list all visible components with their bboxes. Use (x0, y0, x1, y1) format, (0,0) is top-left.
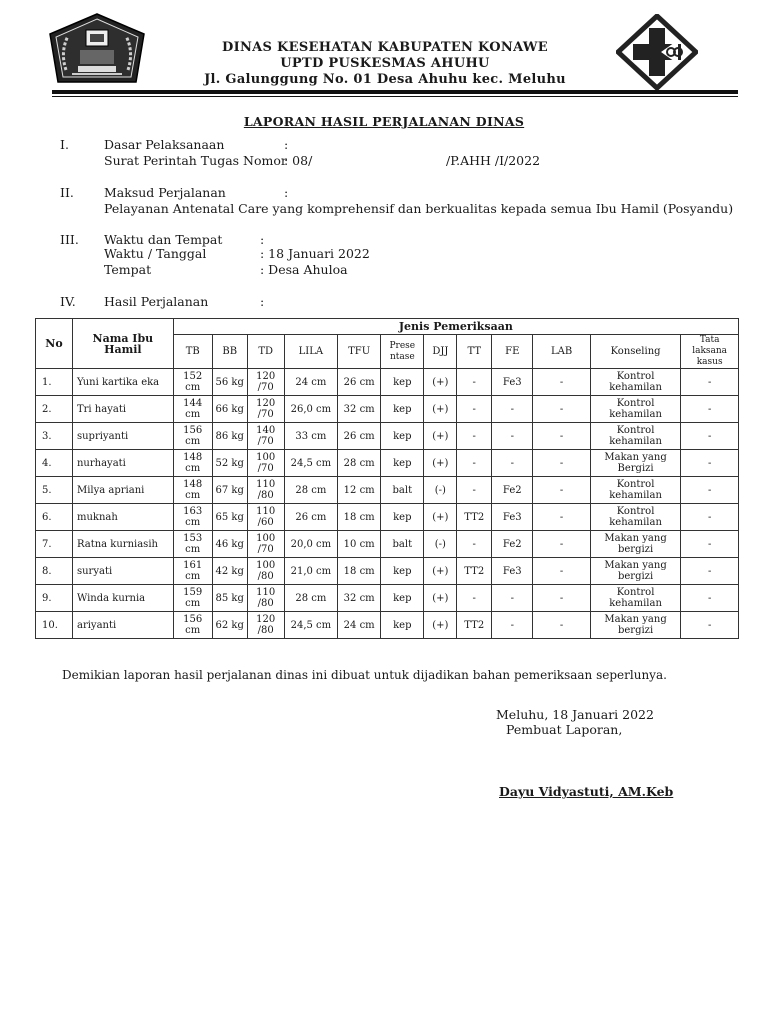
cell-td: 110 /60 (247, 504, 284, 531)
cell-kons: Kontrol kehamilan (590, 396, 680, 423)
row-number: 2. (36, 396, 73, 423)
cell-tata: - (681, 450, 739, 477)
table-row (36, 531, 739, 558)
section-1-colon: : (284, 137, 289, 152)
cell-tfu: 18 cm (338, 558, 381, 585)
cell-tfu: 32 cm (338, 396, 381, 423)
section-2-number: II. (60, 185, 74, 200)
table-row (36, 450, 739, 477)
row-number: 8. (36, 558, 73, 585)
cell-lab: - (533, 450, 591, 477)
konawe-regency-emblem (48, 12, 146, 84)
cell-kons: Makan yang bergizi (590, 558, 680, 585)
patient-name: nurhayati (72, 450, 173, 477)
cell-td: 120 /70 (247, 369, 284, 396)
cell-tata: - (681, 369, 739, 396)
cell-fe: Fe3 (492, 504, 533, 531)
section-3-colon: : (260, 232, 265, 247)
cell-lab: - (533, 423, 591, 450)
patient-name: Ratna kurniasih (72, 531, 173, 558)
row-number: 4. (36, 450, 73, 477)
cell-kons: Kontrol kehamilan (590, 504, 680, 531)
cell-tata: - (681, 558, 739, 585)
report-title: LAPORAN HASIL PERJALANAN DINAS (243, 114, 525, 129)
cell-tb: 144 cm (173, 396, 212, 423)
section-1-number: I. (60, 137, 69, 152)
cell-td: 140 /70 (247, 423, 284, 450)
table-row (36, 558, 739, 585)
section-3-label: Waktu dan Tempat (104, 232, 223, 247)
cell-tb: 148 cm (173, 450, 212, 477)
cell-tata: - (681, 396, 739, 423)
cell-lab: - (533, 477, 591, 504)
patient-name: supriyanti (72, 423, 173, 450)
column-header: DJJ (424, 335, 457, 369)
cell-fe: - (492, 423, 533, 450)
cell-kons: Makan yang Bergizi (590, 450, 680, 477)
section-2-colon: : (284, 185, 289, 200)
table-row (36, 396, 739, 423)
column-header: TT (457, 335, 492, 369)
column-header: LAB (533, 335, 591, 369)
cell-lila: 24,5 cm (284, 612, 337, 639)
cell-tfu: 24 cm (338, 612, 381, 639)
header-agency: DINAS KESEHATAN KABUPATEN KONAWE (222, 40, 548, 55)
exam-results-table (35, 318, 739, 639)
closing-statement: Demikian laporan hasil perjalanan dinas ini dibuat untuk dijadikan bahan pemeriksaan seperlunya. (62, 668, 667, 682)
row-number: 7. (36, 531, 73, 558)
cell-lila: 28 cm (284, 477, 337, 504)
cell-td: 120 /80 (247, 612, 284, 639)
letterhead-rule-thick (52, 90, 738, 94)
cell-td: 100 /80 (247, 558, 284, 585)
cell-tata: - (681, 504, 739, 531)
cell-bb: 46 kg (212, 531, 247, 558)
cell-fe: - (492, 612, 533, 639)
column-header: Prese ntase (381, 335, 424, 369)
cell-pres: kep (381, 369, 424, 396)
table-row (36, 477, 739, 504)
cell-tt: - (457, 585, 492, 612)
cell-djj: (-) (424, 477, 457, 504)
cell-lab: - (533, 504, 591, 531)
column-header: Tata laksana kasus (681, 335, 739, 369)
letterhead-rule-thin (52, 96, 738, 97)
cell-fe: - (492, 585, 533, 612)
section-2-label: Maksud Perjalanan (104, 185, 226, 200)
cell-djj: (+) (424, 423, 457, 450)
cell-tfu: 18 cm (338, 504, 381, 531)
cell-tata: - (681, 612, 739, 639)
order-number-suffix: /P.AHH /I/2022 (446, 153, 541, 168)
cell-fe: Fe3 (492, 369, 533, 396)
section-4-colon: : (260, 294, 265, 309)
table-row (36, 612, 739, 639)
cell-tt: TT2 (457, 612, 492, 639)
cell-tt: - (457, 450, 492, 477)
cell-td: 110 /80 (247, 585, 284, 612)
cell-tfu: 32 cm (338, 585, 381, 612)
cell-pres: balt (381, 477, 424, 504)
row-number: 10. (36, 612, 73, 639)
cell-bb: 42 kg (212, 558, 247, 585)
patient-name: Tri hayati (72, 396, 173, 423)
cell-tb: 161 cm (173, 558, 212, 585)
cell-fe: Fe2 (492, 477, 533, 504)
header-unit: UPTD PUSKESMAS AHUHU (280, 56, 490, 71)
cell-fe: - (492, 396, 533, 423)
cell-tfu: 26 cm (338, 423, 381, 450)
section-4-label: Hasil Perjalanan (104, 294, 209, 309)
trip-purpose: Pelayanan Antenatal Care yang komprehensif dan berkualitas kepada semua Ibu Hamil (Posyandu) (104, 201, 734, 216)
cell-lila: 24 cm (284, 369, 337, 396)
cell-kons: Kontrol kehamilan (590, 369, 680, 396)
row-number: 5. (36, 477, 73, 504)
cell-pres: kep (381, 396, 424, 423)
cell-tb: 153 cm (173, 531, 212, 558)
cell-kons: Kontrol kehamilan (590, 477, 680, 504)
cell-fe: Fe2 (492, 531, 533, 558)
cell-bb: 56 kg (212, 369, 247, 396)
cell-lab: - (533, 396, 591, 423)
cell-djj: (+) (424, 450, 457, 477)
cell-lila: 26 cm (284, 504, 337, 531)
table-row (36, 423, 739, 450)
cell-tt: TT2 (457, 558, 492, 585)
cell-td: 100 /70 (247, 531, 284, 558)
cell-td: 110 /80 (247, 477, 284, 504)
cell-lab: - (533, 612, 591, 639)
column-header: LILA (284, 335, 337, 369)
cell-lab: - (533, 585, 591, 612)
cell-tb: 148 cm (173, 477, 212, 504)
cell-pres: kep (381, 585, 424, 612)
order-number-value: : 08/ (284, 153, 313, 168)
header-patient-name: Nama Ibu Hamil (72, 319, 173, 369)
cell-bb: 86 kg (212, 423, 247, 450)
cell-tata: - (681, 423, 739, 450)
cell-bb: 62 kg (212, 612, 247, 639)
cell-td: 120 /70 (247, 396, 284, 423)
cell-pres: kep (381, 558, 424, 585)
cell-bb: 66 kg (212, 396, 247, 423)
table-row (36, 585, 739, 612)
cell-bb: 65 kg (212, 504, 247, 531)
cell-lila: 33 cm (284, 423, 337, 450)
cell-tfu: 12 cm (338, 477, 381, 504)
place-value: : Desa Ahuloa (260, 262, 348, 277)
cell-bb: 85 kg (212, 585, 247, 612)
cell-bb: 52 kg (212, 450, 247, 477)
cell-kons: Kontrol kehamilan (590, 423, 680, 450)
place-label: Tempat (104, 262, 152, 277)
cell-lab: - (533, 558, 591, 585)
cell-lila: 21,0 cm (284, 558, 337, 585)
cell-fe: - (492, 450, 533, 477)
table-row (36, 369, 739, 396)
cell-pres: kep (381, 612, 424, 639)
cell-fe: Fe3 (492, 558, 533, 585)
section-1-label: Dasar Pelaksanaan (104, 137, 225, 152)
cell-tata: - (681, 531, 739, 558)
section-3-number: III. (60, 232, 79, 247)
patient-name: suryati (72, 558, 173, 585)
order-number-label: Surat Perintah Tugas Nomor (104, 153, 287, 168)
row-number: 3. (36, 423, 73, 450)
patient-name: ariyanti (72, 612, 173, 639)
row-number: 1. (36, 369, 73, 396)
cell-pres: kep (381, 423, 424, 450)
health-cross-emblem (616, 14, 698, 90)
date-value: : 18 Januari 2022 (260, 246, 370, 261)
cell-tt: - (457, 531, 492, 558)
column-header: TFU (338, 335, 381, 369)
column-header: BB (212, 335, 247, 369)
cell-djj: (+) (424, 558, 457, 585)
signature-role: Pembuat Laporan, (506, 722, 623, 737)
cell-djj: (+) (424, 369, 457, 396)
cell-tfu: 26 cm (338, 369, 381, 396)
table-row (36, 504, 739, 531)
header-exam-types: Jenis Pemeriksaan (173, 319, 738, 335)
cell-pres: balt (381, 531, 424, 558)
cell-lila: 20,0 cm (284, 531, 337, 558)
cell-kons: Makan yang bergizi (590, 531, 680, 558)
column-header: TB (173, 335, 212, 369)
cell-tt: - (457, 396, 492, 423)
cell-lila: 24,5 cm (284, 450, 337, 477)
cell-kons: Makan yang bergizi (590, 612, 680, 639)
cell-tb: 152 cm (173, 369, 212, 396)
date-label: Waktu / Tanggal (104, 246, 207, 261)
column-header: Konseling (590, 335, 680, 369)
cell-djj: (-) (424, 531, 457, 558)
cell-tt: - (457, 369, 492, 396)
cell-kons: Kontrol kehamilan (590, 585, 680, 612)
cell-tata: - (681, 585, 739, 612)
patient-name: Winda kurnia (72, 585, 173, 612)
cell-tb: 156 cm (173, 423, 212, 450)
cell-tt: TT2 (457, 504, 492, 531)
cell-lab: - (533, 369, 591, 396)
cell-djj: (+) (424, 504, 457, 531)
signature-place-date: Meluhu, 18 Januari 2022 (496, 707, 654, 722)
patient-name: muknah (72, 504, 173, 531)
cell-td: 100 /70 (247, 450, 284, 477)
cell-tt: - (457, 477, 492, 504)
cell-tfu: 10 cm (338, 531, 381, 558)
cell-lila: 28 cm (284, 585, 337, 612)
row-number: 9. (36, 585, 73, 612)
header-address: Jl. Galunggung No. 01 Desa Ahuhu kec. Meluhu (204, 72, 566, 87)
cell-pres: kep (381, 450, 424, 477)
cell-tt: - (457, 423, 492, 450)
row-number: 6. (36, 504, 73, 531)
signatory-name: Dayu Vidyastuti, AM.Keb (499, 784, 674, 799)
column-header: FE (492, 335, 533, 369)
cell-tata: - (681, 477, 739, 504)
cell-tb: 156 cm (173, 612, 212, 639)
section-4-number: IV. (60, 294, 76, 309)
cell-tb: 163 cm (173, 504, 212, 531)
header-no: No (36, 319, 73, 369)
cell-tb: 159 cm (173, 585, 212, 612)
patient-name: Milya apriani (72, 477, 173, 504)
cell-pres: kep (381, 504, 424, 531)
cell-bb: 67 kg (212, 477, 247, 504)
cell-djj: (+) (424, 612, 457, 639)
cell-lab: - (533, 531, 591, 558)
cell-djj: (+) (424, 585, 457, 612)
cell-tfu: 28 cm (338, 450, 381, 477)
column-header: TD (247, 335, 284, 369)
cell-djj: (+) (424, 396, 457, 423)
cell-lila: 26,0 cm (284, 396, 337, 423)
patient-name: Yuni kartika eka (72, 369, 173, 396)
